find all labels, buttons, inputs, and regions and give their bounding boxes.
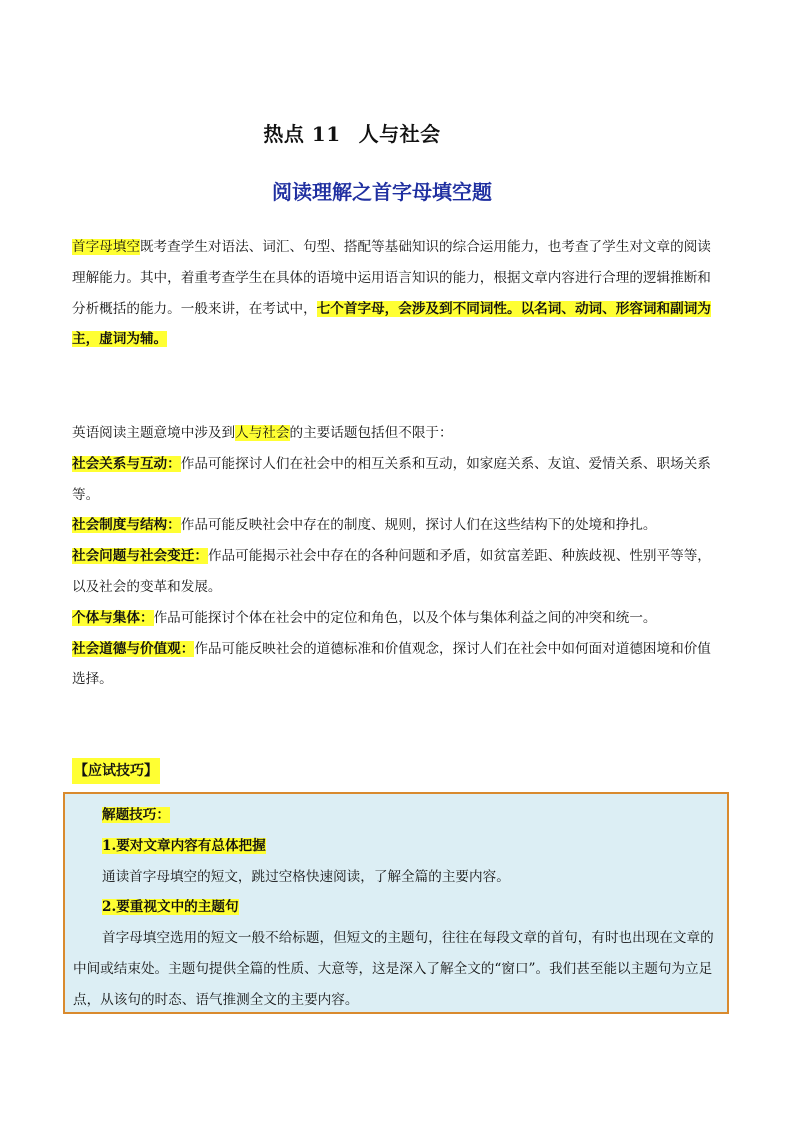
topics-lead-text: 英语阅读主题意境中涉及到 [72, 425, 236, 441]
topic-text: 作品可能反映社会的道德标准和价值观念，探讨人们在社会中如何面对道德困境和价值选择。 [72, 640, 711, 688]
tip-2-text: 首字母填空选用的短文一般不给标题，但短文的主题句，往往在每段文章的首句，有时也出现在文章的中间或结束处。主题句提供全篇的性质、大意等，这是深入了解全文的“窗口”。我们甚至能以主题句为立足点，从该句的时态、语气推测全文的主要内容。 [73, 930, 714, 1008]
topic-label: 社会制度与结构： [72, 517, 181, 534]
page-subtitle: 阅读理解之首字母填空题 [272, 180, 492, 204]
intro-highlight-end: 七个首字母，会涉及到不同词性。以名词、动词、形容词和副词为主，虚词为辅。 [72, 300, 711, 348]
intro-highlight-start: 首字母填空 [72, 239, 140, 255]
topic-label: 社会关系与互动： [72, 455, 181, 472]
topic-item [72, 510, 722, 541]
topic-text: 作品可能反映社会中存在的制度、规则，探讨人们在这些结构下的处境和挣扎。 [180, 517, 657, 534]
topics-lead-highlight: 人与社会 [235, 425, 290, 441]
topics-section [72, 418, 722, 695]
topic-text: 作品可能探讨人们在社会中的相互关系和互动，如家庭关系、友谊、爱情关系、职场关系等。 [72, 455, 711, 503]
tips-box [63, 792, 729, 1014]
page-title [0, 118, 704, 147]
topic-item [72, 603, 722, 634]
intro-text: 既考查学生对语法、词汇、句型、搭配等基础知识的综合运用能力，也考查了学生对文章的阅读理解能力。其中，着重考查学生在具体的语境中运用语言知识的能力，根据文章内容进行合理的逻辑推断和分析概括的能力。一般来讲，在考试中， [72, 239, 711, 317]
topic-label: 社会问题与社会变迁： [72, 548, 208, 565]
title-number: 热点 11 [263, 122, 341, 146]
tip-2-title-text: 2.要重视文中的主题句 [102, 899, 239, 916]
topic-label: 社会道德与价值观： [72, 640, 195, 657]
intro-paragraph [72, 232, 722, 355]
tips-section-label: 【应试技巧】 [72, 758, 160, 784]
tip-1-title [73, 831, 719, 862]
topic-item [72, 541, 722, 603]
tip-1-text: 通读首字母填空的短文，跳过空格快速阅读，了解全篇的主要内容。 [102, 868, 510, 885]
tips-box-title-text: 解题技巧： [102, 807, 170, 823]
topic-label: 个体与集体： [72, 609, 154, 626]
topics-lead [72, 418, 722, 449]
tip-1-title-text: 1.要对文章内容有总体把握 [102, 837, 266, 854]
topic-item [72, 634, 722, 696]
topic-text: 作品可能揭示社会中存在的各种问题和矛盾，如贫富差距、种族歧视、性别平等等，以及社会的变革和发展。 [72, 548, 711, 595]
topic-text: 作品可能探讨个体在社会中的定位和角色，以及个体与集体利益之间的冲突和统一。 [153, 609, 657, 626]
tips-box-title [73, 800, 719, 831]
tip-2-title [73, 892, 719, 923]
topics-lead-text-end: 的主要话题包括但不限于： [289, 425, 453, 441]
title-topic: 人与社会 [358, 122, 441, 146]
topic-item [72, 449, 722, 511]
